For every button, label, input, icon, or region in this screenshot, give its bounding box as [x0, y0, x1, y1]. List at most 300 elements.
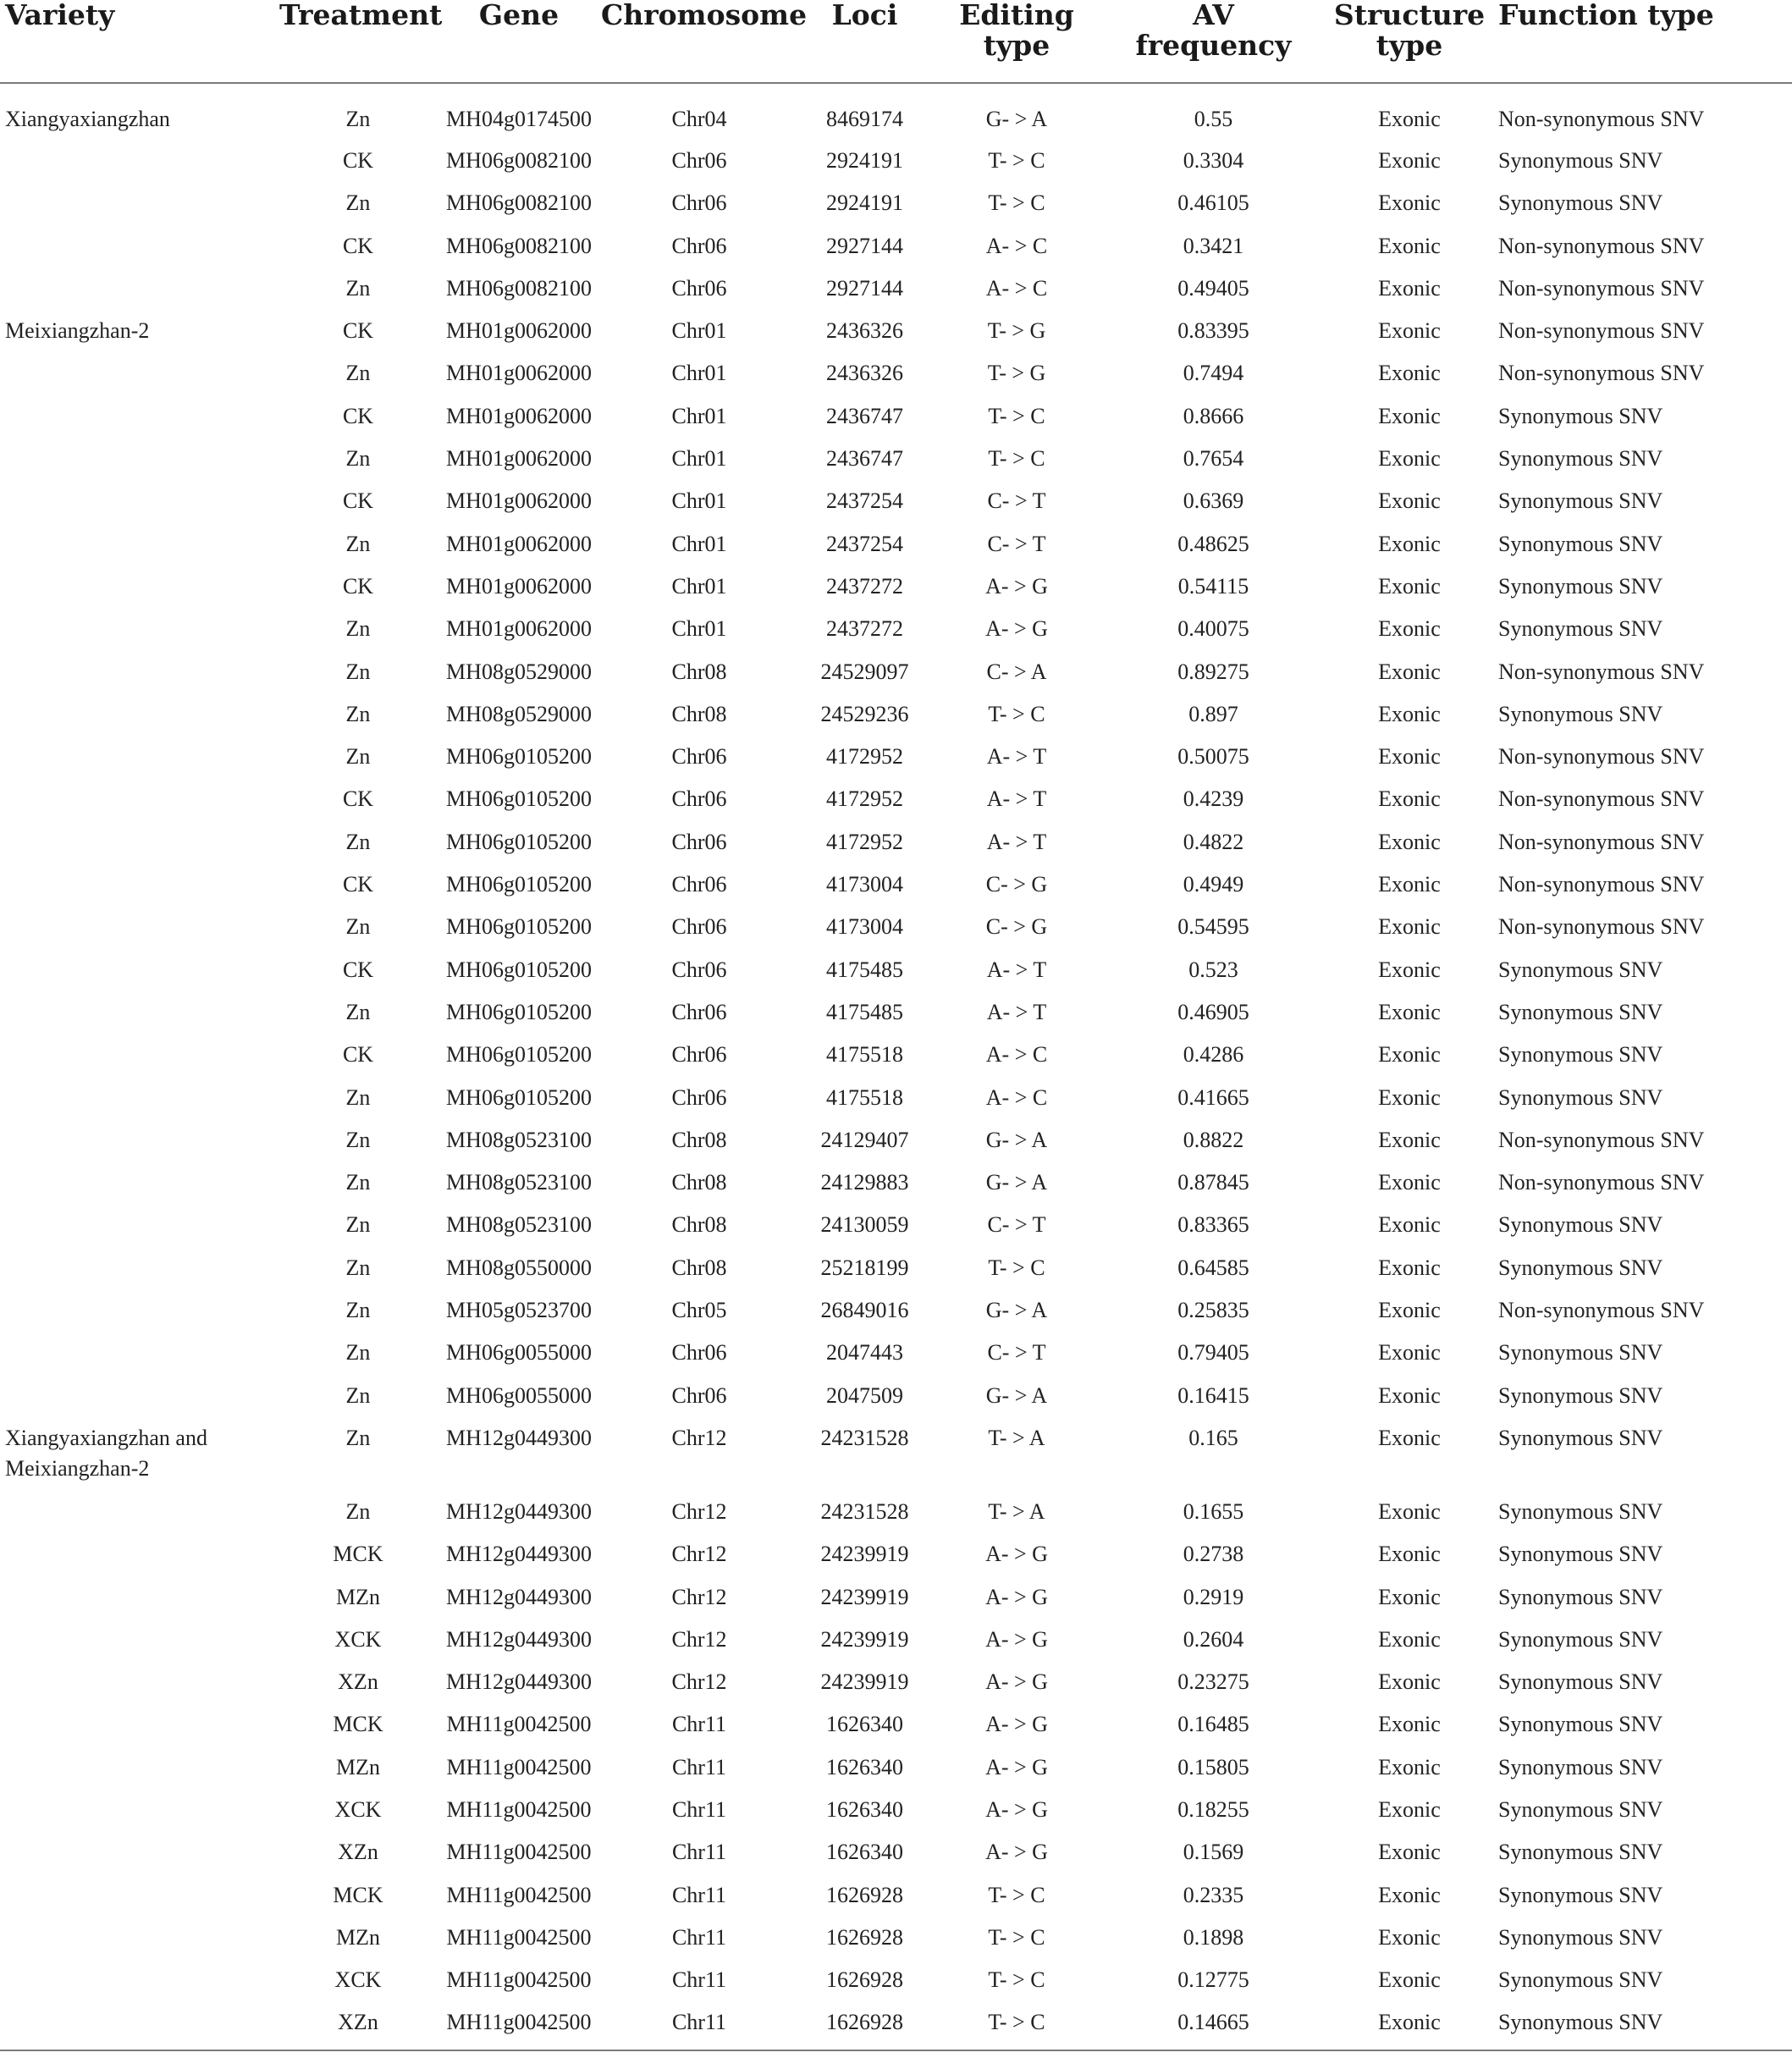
cell-variety	[0, 1752, 279, 1795]
cell-av-frequency: 0.79405	[1177, 1340, 1249, 1366]
cell-function-type: Non-synonymous SNV	[1498, 361, 1705, 386]
cell-structure-type: Exonic	[1378, 659, 1441, 684]
cell-treatment: Zn	[345, 1255, 371, 1280]
cell-treatment: Zn	[345, 1170, 371, 1195]
table-row	[0, 1167, 1792, 1210]
cell-loci: 2437254	[826, 531, 903, 556]
cell-loci: 1626340	[826, 1796, 903, 1822]
cell-variety	[0, 188, 279, 230]
cell-treatment: Zn	[345, 659, 371, 684]
cell-editing-type: A- > G	[985, 1584, 1048, 1609]
cell-gene: MH08g0529000	[446, 659, 592, 684]
column-header-treatment: Treatment	[279, 0, 443, 31]
cell-editing-type: G- > A	[985, 107, 1048, 131]
cell-chromosome: Chr04	[671, 107, 727, 131]
cell-chromosome: Chr06	[671, 744, 727, 770]
cell-treatment: Zn	[345, 829, 371, 854]
cell-variety	[0, 444, 279, 486]
cell-function-type: Synonymous SNV	[1498, 701, 1663, 726]
cell-chromosome: Chr11	[671, 1712, 727, 1737]
cell-editing-type: A- > G	[985, 573, 1048, 599]
cell-av-frequency: 0.1898	[1183, 1924, 1244, 1950]
cell-function-type: Synonymous SNV	[1498, 148, 1663, 173]
cell-av-frequency: 0.46905	[1177, 999, 1249, 1024]
cell-structure-type: Exonic	[1378, 1382, 1441, 1408]
cell-gene: MH11g0042500	[446, 2010, 592, 2035]
cell-treatment: MCK	[333, 1712, 383, 1737]
cell-variety	[0, 1880, 279, 1923]
cell-editing-type: A- > G	[985, 616, 1048, 642]
cell-av-frequency: 0.6369	[1183, 488, 1244, 514]
cell-function-type: Non-synonymous SNV	[1498, 1298, 1705, 1323]
cell-loci: 2924191	[826, 148, 903, 173]
table-row	[0, 529, 1792, 571]
cell-treatment: MZn	[336, 1584, 380, 1609]
cell-av-frequency: 0.7494	[1183, 361, 1244, 386]
cell-gene: MH06g0105200	[446, 1084, 592, 1110]
cell-editing-type: C- > T	[987, 531, 1046, 556]
cell-loci: 24129407	[820, 1127, 909, 1152]
cell-treatment: Zn	[345, 1212, 371, 1238]
cell-structure-type: Exonic	[1378, 1584, 1441, 1609]
cell-variety	[0, 955, 279, 997]
cell-loci: 2924191	[826, 190, 903, 216]
cell-function-type: Non-synonymous SNV	[1498, 318, 1705, 344]
table-row	[0, 486, 1792, 528]
cell-loci: 1626928	[826, 1882, 903, 1907]
table-row	[0, 1667, 1792, 1709]
cell-structure-type: Exonic	[1378, 275, 1441, 301]
cell-editing-type: T- > C	[988, 403, 1045, 428]
cell-loci: 1626340	[826, 1754, 903, 1779]
cell-av-frequency: 0.89275	[1177, 659, 1249, 684]
cell-editing-type: T- > C	[988, 446, 1045, 472]
cell-chromosome: Chr12	[671, 1626, 727, 1652]
cell-gene: MH12g0449300	[446, 1425, 592, 1450]
cell-variety	[0, 146, 279, 188]
cell-chromosome: Chr11	[671, 1967, 727, 1993]
cell-editing-type: A- > T	[986, 957, 1047, 982]
table-row	[0, 1210, 1792, 1252]
cell-variety	[0, 1040, 279, 1082]
cell-structure-type: Exonic	[1378, 1882, 1441, 1907]
cell-structure-type: Exonic	[1378, 1840, 1441, 1865]
cell-editing-type: C- > T	[987, 488, 1046, 514]
cell-variety	[0, 1210, 279, 1252]
cell-av-frequency: 0.4286	[1183, 1042, 1244, 1068]
cell-structure-type: Exonic	[1378, 914, 1441, 940]
cell-gene: MH11g0042500	[446, 1882, 592, 1907]
table-row	[0, 316, 1792, 358]
cell-gene: MH06g0105200	[446, 999, 592, 1024]
cell-editing-type: T- > C	[988, 1882, 1045, 1907]
cell-chromosome: Chr06	[671, 275, 727, 301]
cell-av-frequency: 0.4822	[1183, 829, 1244, 854]
cell-function-type: Synonymous SNV	[1498, 1626, 1663, 1652]
cell-structure-type: Exonic	[1378, 488, 1441, 514]
cell-gene: MH06g0105200	[446, 872, 592, 897]
table-row	[0, 614, 1792, 656]
cell-function-type: Synonymous SNV	[1498, 1425, 1663, 1450]
cell-function-type: Synonymous SNV	[1498, 2010, 1663, 2035]
cell-variety: Xiangyaxiangzhan and Meixiangzhan-2	[5, 1425, 207, 1481]
cell-variety	[0, 401, 279, 444]
cell-loci: 4173004	[826, 872, 903, 897]
cell-av-frequency: 0.4949	[1183, 872, 1244, 897]
cell-editing-type: A- > T	[986, 744, 1047, 770]
cell-loci: 1626340	[826, 1712, 903, 1737]
cell-editing-type: A- > T	[986, 829, 1047, 854]
cell-av-frequency: 0.2919	[1183, 1584, 1244, 1609]
cell-function-type: Synonymous SNV	[1498, 999, 1663, 1024]
cell-av-frequency: 0.1569	[1183, 1840, 1244, 1865]
cell-gene: MH11g0042500	[446, 1967, 592, 1993]
cell-chromosome: Chr05	[671, 1298, 727, 1323]
cell-loci: 4175518	[826, 1084, 903, 1110]
cell-chromosome: Chr11	[671, 1840, 727, 1865]
cell-chromosome: Chr08	[671, 701, 727, 726]
cell-loci: 2047509	[826, 1382, 903, 1408]
cell-variety	[0, 1253, 279, 1295]
cell-structure-type: Exonic	[1378, 148, 1441, 173]
cell-function-type: Synonymous SNV	[1498, 1212, 1663, 1238]
cell-function-type: Non-synonymous SNV	[1498, 1127, 1705, 1152]
cell-gene: MH11g0042500	[446, 1840, 592, 1865]
cell-editing-type: T- > C	[988, 1967, 1045, 1993]
cell-loci: 24529097	[820, 659, 909, 684]
cell-gene: MH08g0529000	[446, 701, 592, 726]
cell-av-frequency: 0.87845	[1177, 1170, 1249, 1195]
cell-treatment: MCK	[333, 1542, 383, 1567]
cell-chromosome: Chr06	[671, 1382, 727, 1408]
cell-function-type: Synonymous SNV	[1498, 488, 1663, 514]
cell-chromosome: Chr06	[671, 148, 727, 173]
cell-editing-type: A- > C	[985, 233, 1048, 258]
table-row	[0, 571, 1792, 614]
table-row	[0, 784, 1792, 826]
cell-gene: MH01g0062000	[446, 318, 592, 344]
table-body	[0, 83, 1792, 2050]
table-row	[0, 1709, 1792, 1752]
cell-structure-type: Exonic	[1378, 403, 1441, 428]
cell-chromosome: Chr12	[671, 1542, 727, 1567]
cell-loci: 24231528	[820, 1425, 909, 1450]
cell-editing-type: C- > A	[986, 659, 1047, 684]
cell-loci: 24129883	[820, 1170, 909, 1195]
table-row	[0, 1752, 1792, 1795]
cell-function-type: Non-synonymous SNV	[1498, 233, 1705, 258]
cell-variety	[0, 1923, 279, 1965]
cell-gene: MH06g0082100	[446, 233, 592, 258]
cell-function-type: Synonymous SNV	[1498, 957, 1663, 982]
cell-variety	[0, 1795, 279, 1837]
cell-av-frequency: 0.523	[1188, 957, 1238, 982]
cell-gene: MH08g0523100	[446, 1212, 592, 1238]
cell-av-frequency: 0.8822	[1183, 1127, 1244, 1152]
cell-treatment: Zn	[345, 1298, 371, 1323]
cell-structure-type: Exonic	[1378, 701, 1441, 726]
cell-treatment: Zn	[345, 531, 371, 556]
cell-variety	[0, 742, 279, 784]
cell-treatment: Zn	[345, 1340, 371, 1366]
cell-variety	[0, 1338, 279, 1380]
cell-editing-type: A- > G	[985, 1669, 1048, 1695]
cell-structure-type: Exonic	[1378, 744, 1441, 770]
cell-treatment: XCK	[334, 1626, 382, 1652]
cell-chromosome: Chr11	[671, 1924, 727, 1950]
table-row	[0, 1423, 1792, 1497]
cell-editing-type: T- > A	[988, 1425, 1045, 1450]
cell-gene: MH05g0523700	[446, 1298, 592, 1323]
cell-editing-type: G- > A	[985, 1170, 1048, 1195]
cell-structure-type: Exonic	[1378, 786, 1441, 812]
cell-gene: MH08g0523100	[446, 1170, 592, 1195]
cell-treatment: Zn	[345, 190, 371, 216]
cell-loci: 2436747	[826, 403, 903, 428]
cell-structure-type: Exonic	[1378, 573, 1441, 599]
cell-function-type: Non-synonymous SNV	[1498, 914, 1705, 940]
cell-av-frequency: 0.8666	[1183, 403, 1244, 428]
cell-loci: 24231528	[820, 1498, 909, 1524]
cell-gene: MH06g0105200	[446, 829, 592, 854]
cell-treatment: Zn	[345, 1382, 371, 1408]
table-row	[0, 1083, 1792, 1125]
cell-structure-type: Exonic	[1378, 1298, 1441, 1323]
cell-function-type: Synonymous SNV	[1498, 1840, 1663, 1865]
cell-gene: MH06g0105200	[446, 744, 592, 770]
cell-variety	[0, 784, 279, 826]
cell-gene: MH12g0449300	[446, 1626, 592, 1652]
column-header-gene: Gene	[478, 0, 560, 31]
table-row	[0, 1295, 1792, 1338]
table-row	[0, 1040, 1792, 1082]
table-row	[0, 869, 1792, 912]
table-row	[0, 83, 1792, 146]
cell-structure-type: Exonic	[1378, 190, 1441, 216]
cell-editing-type: T- > C	[988, 2010, 1045, 2035]
cell-editing-type: A- > G	[985, 1712, 1048, 1737]
cell-loci: 24239919	[820, 1669, 909, 1695]
cell-gene: MH06g0105200	[446, 1042, 592, 1068]
column-header-chromosome: Chromosome	[601, 0, 808, 31]
cell-function-type: Synonymous SNV	[1498, 1669, 1663, 1695]
cell-av-frequency: 0.46105	[1177, 190, 1249, 216]
table-row	[0, 699, 1792, 742]
cell-function-type: Synonymous SNV	[1498, 1542, 1663, 1567]
cell-structure-type: Exonic	[1378, 531, 1441, 556]
cell-loci: 1626928	[826, 2010, 903, 2035]
cell-function-type: Non-synonymous SNV	[1498, 275, 1705, 301]
cell-gene: MH08g0550000	[446, 1255, 592, 1280]
cell-structure-type: Exonic	[1378, 1796, 1441, 1822]
table-row	[0, 444, 1792, 486]
table-row	[0, 1795, 1792, 1837]
cell-treatment: Zn	[345, 275, 371, 301]
cell-treatment: MZn	[336, 1754, 380, 1779]
cell-chromosome: Chr06	[671, 829, 727, 854]
cell-chromosome: Chr01	[671, 616, 727, 642]
table-row	[0, 358, 1792, 400]
table-row	[0, 742, 1792, 784]
cell-structure-type: Exonic	[1378, 361, 1441, 386]
cell-av-frequency: 0.41665	[1177, 1084, 1249, 1110]
column-header-loci: Loci	[831, 0, 898, 31]
cell-editing-type: T- > G	[987, 318, 1046, 344]
cell-treatment: XCK	[334, 1796, 382, 1822]
cell-gene: MH06g0082100	[446, 275, 592, 301]
cell-treatment: MCK	[333, 1882, 383, 1907]
cell-editing-type: C- > G	[985, 872, 1048, 897]
cell-chromosome: Chr01	[671, 531, 727, 556]
cell-loci: 4172952	[826, 744, 903, 770]
cell-structure-type: Exonic	[1378, 1212, 1441, 1238]
cell-loci: 8469174	[826, 107, 903, 131]
cell-loci: 1626928	[826, 1924, 903, 1950]
table-row	[0, 1923, 1792, 1965]
cell-structure-type: Exonic	[1378, 957, 1441, 982]
cell-variety	[0, 1837, 279, 1879]
cell-av-frequency: 0.83395	[1177, 318, 1249, 344]
cell-av-frequency: 0.3304	[1183, 148, 1244, 173]
cell-variety	[0, 571, 279, 614]
cell-structure-type: Exonic	[1378, 1170, 1441, 1195]
cell-chromosome: Chr06	[671, 1084, 727, 1110]
table-row	[0, 188, 1792, 230]
cell-chromosome: Chr06	[671, 957, 727, 982]
cell-structure-type: Exonic	[1378, 233, 1441, 258]
cell-function-type: Synonymous SNV	[1498, 1754, 1663, 1779]
table-row	[0, 1253, 1792, 1295]
cell-structure-type: Exonic	[1378, 107, 1441, 131]
cell-editing-type: C- > T	[987, 1340, 1046, 1366]
cell-chromosome: Chr06	[671, 1340, 727, 1366]
cell-structure-type: Exonic	[1378, 1542, 1441, 1567]
cell-variety	[0, 486, 279, 528]
cell-structure-type: Exonic	[1378, 2010, 1441, 2035]
cell-av-frequency: 0.2335	[1183, 1882, 1244, 1907]
cell-function-type: Synonymous SNV	[1498, 403, 1663, 428]
cell-gene: MH11g0042500	[446, 1754, 592, 1779]
cell-function-type: Synonymous SNV	[1498, 1084, 1663, 1110]
cell-treatment: XZn	[338, 1669, 378, 1695]
cell-editing-type: G- > A	[985, 1127, 1048, 1152]
cell-gene: MH01g0062000	[446, 531, 592, 556]
cell-av-frequency: 0.54595	[1177, 914, 1249, 940]
cell-treatment: CK	[342, 318, 374, 344]
cell-structure-type: Exonic	[1378, 829, 1441, 854]
cell-treatment: Zn	[345, 1127, 371, 1152]
cell-editing-type: A- > C	[985, 275, 1048, 301]
table-row	[0, 1338, 1792, 1380]
cell-structure-type: Exonic	[1378, 872, 1441, 897]
cell-function-type: Non-synonymous SNV	[1498, 659, 1705, 684]
cell-variety	[0, 657, 279, 699]
cell-treatment: Zn	[345, 914, 371, 940]
cell-function-type: Non-synonymous SNV	[1498, 1170, 1705, 1195]
table-row	[0, 827, 1792, 869]
cell-gene: MH11g0042500	[446, 1796, 592, 1822]
cell-function-type: Synonymous SNV	[1498, 531, 1663, 556]
cell-variety	[0, 1125, 279, 1167]
cell-function-type: Synonymous SNV	[1498, 573, 1663, 599]
cell-gene: MH01g0062000	[446, 488, 592, 514]
table-row	[0, 231, 1792, 273]
cell-treatment: Zn	[345, 1498, 371, 1524]
cell-editing-type: A- > T	[986, 999, 1047, 1024]
cell-loci: 4175518	[826, 1042, 903, 1068]
cell-function-type: Non-synonymous SNV	[1498, 829, 1705, 854]
cell-chromosome: Chr11	[671, 1796, 727, 1822]
cell-variety	[0, 273, 279, 316]
cell-function-type: Synonymous SNV	[1498, 1882, 1663, 1907]
cell-variety	[0, 358, 279, 400]
cell-variety	[0, 1539, 279, 1581]
column-header-editing-type: Editing type	[959, 0, 1074, 62]
cell-function-type: Synonymous SNV	[1498, 1382, 1663, 1408]
cell-loci: 4175485	[826, 999, 903, 1024]
table-row	[0, 273, 1792, 316]
cell-function-type: Synonymous SNV	[1498, 1796, 1663, 1822]
cell-structure-type: Exonic	[1378, 616, 1441, 642]
table-row	[0, 1125, 1792, 1167]
cell-gene: MH12g0449300	[446, 1669, 592, 1695]
cell-loci: 2437272	[826, 573, 903, 599]
cell-treatment: XCK	[334, 1967, 382, 1993]
cell-av-frequency: 0.7654	[1183, 446, 1244, 472]
cell-av-frequency: 0.2738	[1183, 1542, 1244, 1567]
cell-av-frequency: 0.15805	[1177, 1754, 1249, 1779]
cell-chromosome: Chr06	[671, 999, 727, 1024]
cell-editing-type: C- > T	[987, 1212, 1046, 1238]
cell-variety	[0, 1625, 279, 1667]
cell-gene: MH01g0062000	[446, 446, 592, 472]
cell-gene: MH06g0055000	[446, 1382, 592, 1408]
table-row	[0, 1381, 1792, 1423]
cell-variety	[0, 231, 279, 273]
cell-editing-type: T- > C	[988, 190, 1045, 216]
cell-gene: MH06g0082100	[446, 148, 592, 173]
cell-loci: 4172952	[826, 829, 903, 854]
cell-function-type: Synonymous SNV	[1498, 446, 1663, 472]
cell-editing-type: T- > G	[987, 361, 1046, 386]
cell-av-frequency: 0.16415	[1177, 1382, 1249, 1408]
cell-av-frequency: 0.54115	[1177, 573, 1249, 599]
cell-variety: Meixiangzhan-2	[5, 318, 150, 344]
cell-loci: 1626928	[826, 1967, 903, 1993]
cell-treatment: Zn	[345, 107, 371, 131]
cell-structure-type: Exonic	[1378, 1425, 1441, 1450]
cell-editing-type: C- > G	[985, 914, 1048, 940]
cell-function-type: Non-synonymous SNV	[1498, 744, 1705, 770]
cell-variety	[0, 1965, 279, 2007]
cell-treatment: CK	[342, 403, 374, 428]
cell-loci: 24239919	[820, 1626, 909, 1652]
cell-function-type: Non-synonymous SNV	[1498, 107, 1705, 131]
cell-chromosome: Chr11	[671, 2010, 727, 2035]
cell-gene: MH06g0105200	[446, 957, 592, 982]
cell-gene: MH01g0062000	[446, 403, 592, 428]
cell-treatment: CK	[342, 872, 374, 897]
cell-editing-type: A- > C	[985, 1084, 1048, 1110]
cell-treatment: Zn	[345, 701, 371, 726]
cell-loci: 24239919	[820, 1542, 909, 1567]
cell-av-frequency: 0.4239	[1183, 786, 1244, 812]
cell-chromosome: Chr01	[671, 446, 727, 472]
cell-loci: 24239919	[820, 1584, 909, 1609]
cell-av-frequency: 0.83365	[1177, 1212, 1249, 1238]
cell-chromosome: Chr12	[671, 1669, 727, 1695]
table-row	[0, 2007, 1792, 2050]
